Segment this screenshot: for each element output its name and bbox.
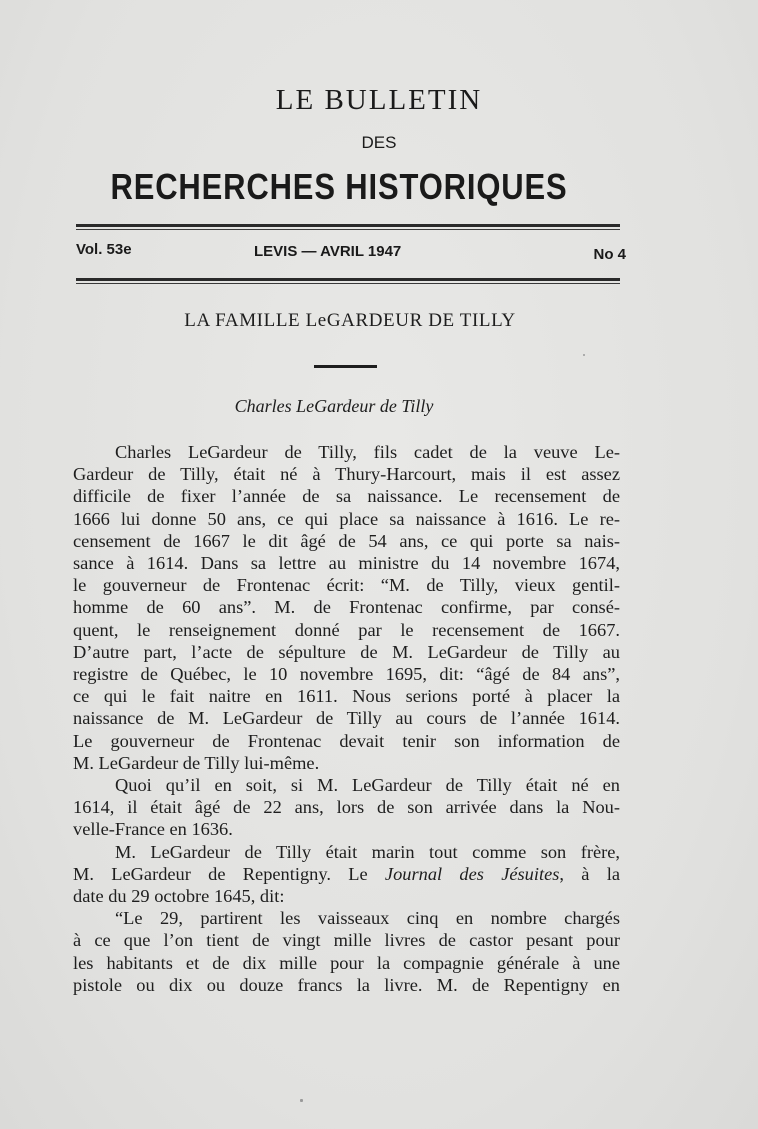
text-line: naissance de M. LeGardeur de Tilly au cours de l’année 1614. [73, 708, 620, 729]
text-line: sance à 1614. Dans sa lettre au ministre du 14 novembre 1674, [73, 553, 620, 574]
article-body [73, 441, 620, 996]
double-rule-bottom [76, 278, 620, 284]
text-line: censement de 1667 le dit âgé de 54 ans, ce qui porte sa nais- [73, 530, 620, 551]
masthead-title-line3: RECHERCHES HISTORIQUES [110, 166, 568, 207]
text-line [73, 863, 620, 885]
text-line: D’autre part, l’acte de sépulture de M. LeGardeur de Tilly au [73, 641, 620, 662]
section-title: Charles LeGardeur de Tilly [234, 396, 434, 416]
text-line: 1614, il était âgé de 22 ans, lors de son arrivée dans la Nou- [73, 797, 620, 818]
double-rule-top [76, 224, 620, 230]
scan-speck [583, 354, 585, 356]
masthead-title-line2: DES [361, 133, 397, 152]
article-title: LA FAMILLE LeGARDEUR DE TILLY [184, 310, 516, 331]
text-line: quent, le renseignement donné par le recensement de 1667. [73, 619, 620, 640]
text-line: Gardeur de Tilly, était né à Thury-Harcourt, mais il est assez [73, 464, 620, 485]
text-line: Le gouverneur de Frontenac devait tenir son information de [73, 730, 620, 751]
text-line: Charles LeGardeur de Tilly, fils cadet de la veuve Le- [115, 442, 620, 462]
text-line: ce qui le fait naitre en 1611. Nous serions porté à placer la [73, 686, 620, 707]
text-line: pistole ou dix ou douze francs la livre. M. de Repentigny en [73, 974, 620, 995]
text-line: 1666 lui donne 50 ans, ce qui place sa naissance à 1616. Le re- [73, 508, 620, 529]
masthead-title-line1: LE BULLETIN [275, 84, 483, 116]
italic-title-run: Journal des Jésuites [384, 863, 560, 884]
text-run: , à la [559, 863, 621, 884]
text-line: M. LeGardeur de Tilly était marin tout comme son frère, [115, 841, 620, 862]
text-line: à ce que l’on tient de vingt mille livres de castor pesant pour [73, 930, 620, 951]
text-line: velle-France en 1636. [73, 819, 233, 840]
scan-speck [300, 1099, 303, 1102]
text-line: registre de Québec, le 10 novembre 1695, dit: “âgé de 84 ans”, [73, 664, 620, 685]
text-line: difficile de fixer l’année de sa naissance. Le recensement de [73, 486, 620, 507]
text-line: “Le 29, partirent les vaisseaux cinq en nombre chargés [115, 908, 620, 929]
title-divider [314, 365, 377, 368]
issue-volume: Vol. 53e [76, 241, 132, 258]
text-run: M. LeGardeur de Repentigny. Le [73, 863, 385, 884]
text-line: Quoi qu’il en soit, si M. LeGardeur de Tilly était né en [115, 775, 620, 796]
text-line: M. LeGardeur de Tilly lui-même. [73, 752, 320, 773]
issue-number: No 4 [593, 246, 626, 263]
text-line: date du 29 octobre 1645, dit: [73, 886, 285, 907]
text-line: homme de 60 ans”. M. de Frontenac confirme, par consé- [73, 597, 620, 618]
text-line: les habitants et de dix mille pour la compagnie générale à une [73, 952, 620, 973]
text-line: le gouverneur de Frontenac écrit: “M. de Tilly, vieux gentil- [73, 575, 620, 596]
issue-place-date: LEVIS — AVRIL 1947 [254, 243, 402, 260]
